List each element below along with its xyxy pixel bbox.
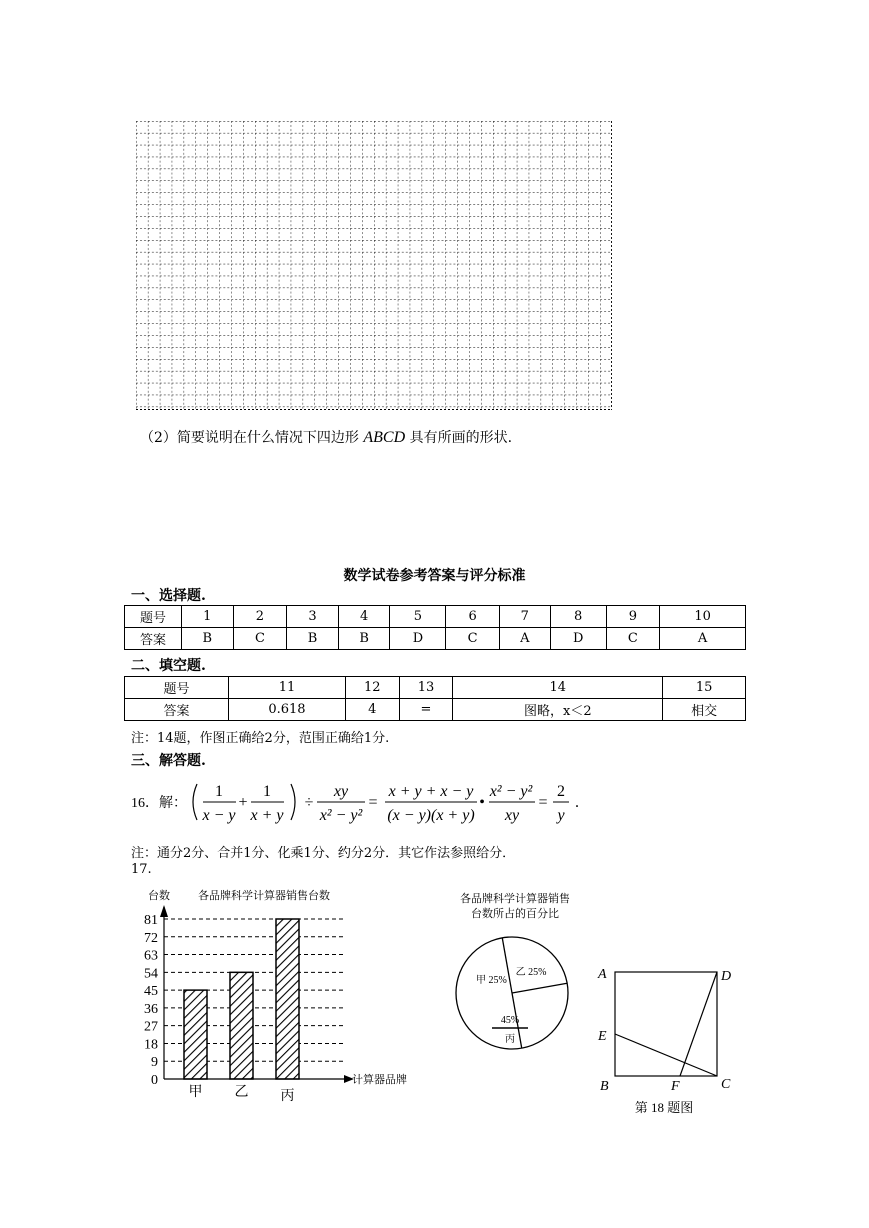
y-tick-label: 72: [144, 930, 158, 946]
segment-df: [680, 972, 717, 1076]
fill-in-table: [124, 676, 746, 721]
bar-3: [276, 919, 299, 1079]
cell: B: [182, 628, 234, 650]
pie-chart: [440, 890, 590, 1060]
cell: D: [390, 628, 446, 650]
x-tick-label: 丙: [280, 1089, 295, 1104]
svg-text:x² − y²: x² − y²: [319, 807, 363, 824]
y-tick-label: 81: [144, 913, 158, 928]
y-tick-label: 0: [151, 1073, 158, 1088]
cell: D: [550, 628, 606, 650]
cell: 3: [287, 606, 339, 628]
svg-text:1: 1: [215, 783, 223, 800]
cell: 11: [229, 677, 346, 699]
section2-heading: 二、填空题.: [131, 658, 206, 674]
section3-heading: 三、解答题.: [131, 753, 206, 769]
cell: 4: [345, 699, 399, 721]
cell: 6: [446, 606, 500, 628]
y-tick-label: 45: [144, 984, 158, 1000]
cell: =: [399, 699, 453, 721]
cell: 8: [550, 606, 606, 628]
cell: 4: [338, 606, 390, 628]
cell: 14: [453, 677, 663, 699]
q16-note: 注：通分2分、合并1分、化乘1分、约分2分．其它作法参照给分．: [131, 846, 516, 861]
cell: C: [446, 628, 500, 650]
dotted-grid: [136, 121, 612, 410]
svg-text:+: +: [238, 794, 248, 811]
question-2-text: （2）简要说明在什么情况下四边形 ABCD 具有所画的形状.: [140, 429, 513, 446]
q16-label: 16．解：: [131, 796, 187, 811]
point-b: B: [600, 1079, 609, 1094]
multiple-choice-table: [124, 605, 746, 650]
q17-label: 17.: [131, 862, 152, 877]
bar-chart-ylabel: 台数: [148, 890, 170, 902]
cell: 15: [663, 677, 746, 699]
svg-text:x + y: x + y: [250, 807, 284, 824]
svg-text:•: •: [479, 794, 485, 811]
svg-text:x + y + x − y: x + y + x − y: [388, 783, 474, 800]
square-abcd: [615, 972, 717, 1076]
cell: 1: [182, 606, 234, 628]
svg-text:xy: xy: [504, 807, 520, 824]
cell: 9: [606, 606, 660, 628]
cell: B: [287, 628, 339, 650]
y-tick-label: 18: [144, 1037, 158, 1053]
pie-label-bing-percent: 45%: [500, 1015, 520, 1026]
y-tick-label: 63: [144, 948, 158, 964]
bar-chart-xlabel: 计算器品牌: [352, 1074, 407, 1086]
figure-18-caption: 第 18 题图: [634, 1100, 694, 1115]
cell: 12: [345, 677, 399, 699]
segment-ec: [615, 1034, 717, 1076]
cell: 图略，x＜2: [453, 699, 663, 721]
cell: 2: [233, 606, 287, 628]
point-e: E: [598, 1029, 607, 1044]
svg-text:÷: ÷: [304, 794, 314, 811]
point-c: C: [721, 1077, 731, 1092]
row-label: 题号: [125, 606, 182, 628]
svg-text:(x − y)(x + y): (x − y)(x + y): [387, 807, 475, 824]
point-f: F: [671, 1079, 680, 1094]
svg-text:xy: xy: [333, 783, 349, 800]
y-tick-label: 9: [151, 1055, 158, 1071]
pie-label-bing: 丙: [505, 1034, 515, 1045]
x-tick-label: 甲: [188, 1085, 203, 1100]
bar-2: [230, 972, 253, 1079]
bar-chart-title: 各品牌科学计算器销售台数: [198, 890, 330, 902]
bar-chart: [130, 885, 420, 1105]
svg-text:2: 2: [557, 783, 565, 800]
point-d: D: [721, 969, 732, 984]
cell: A: [499, 628, 550, 650]
y-tick-label: 54: [144, 966, 158, 982]
section2-note: 注：14题，作图正确给2分，范围正确给1分.: [131, 731, 390, 746]
pie-label-jia: 甲 25%: [476, 975, 507, 986]
figure-18: [590, 960, 750, 1125]
y-tick-label: 36: [144, 1001, 158, 1017]
svg-text:y: y: [557, 807, 565, 824]
bar-1: [184, 990, 207, 1079]
cell: 7: [499, 606, 550, 628]
svg-text:.: .: [575, 794, 579, 811]
svg-text:x − y: x − y: [202, 807, 236, 824]
cell: 10: [660, 606, 746, 628]
svg-text:1: 1: [263, 783, 271, 800]
q16-solution-formula: [131, 772, 751, 832]
svg-text:x² − y²: x² − y²: [489, 783, 533, 800]
section1-heading: 一、选择题.: [131, 588, 206, 604]
cell: C: [606, 628, 660, 650]
y-tick-label: 27: [144, 1019, 158, 1035]
y-axis-arrow: [160, 905, 168, 917]
pie-label-yi: 乙 25%: [515, 967, 547, 978]
cell: 13: [399, 677, 453, 699]
cell: 相交: [663, 699, 746, 721]
pie-title-line-2: 台数所占的百分比: [471, 908, 559, 920]
cell: 5: [390, 606, 446, 628]
cell: C: [233, 628, 287, 650]
row-label: 答案: [125, 628, 182, 650]
svg-text:=: =: [368, 794, 378, 811]
point-a: A: [598, 967, 607, 982]
row-label: 题号: [125, 677, 229, 699]
cell: 0.618: [229, 699, 346, 721]
x-tick-label: 乙: [234, 1085, 249, 1100]
cell: A: [660, 628, 746, 650]
answer-title: 数学试卷参考答案与评分标准: [343, 568, 526, 584]
cell: B: [338, 628, 390, 650]
pie-title-line-1: 各品牌科学计算器销售: [460, 893, 570, 905]
row-label: 答案: [125, 699, 229, 721]
svg-text:=: =: [538, 794, 548, 811]
